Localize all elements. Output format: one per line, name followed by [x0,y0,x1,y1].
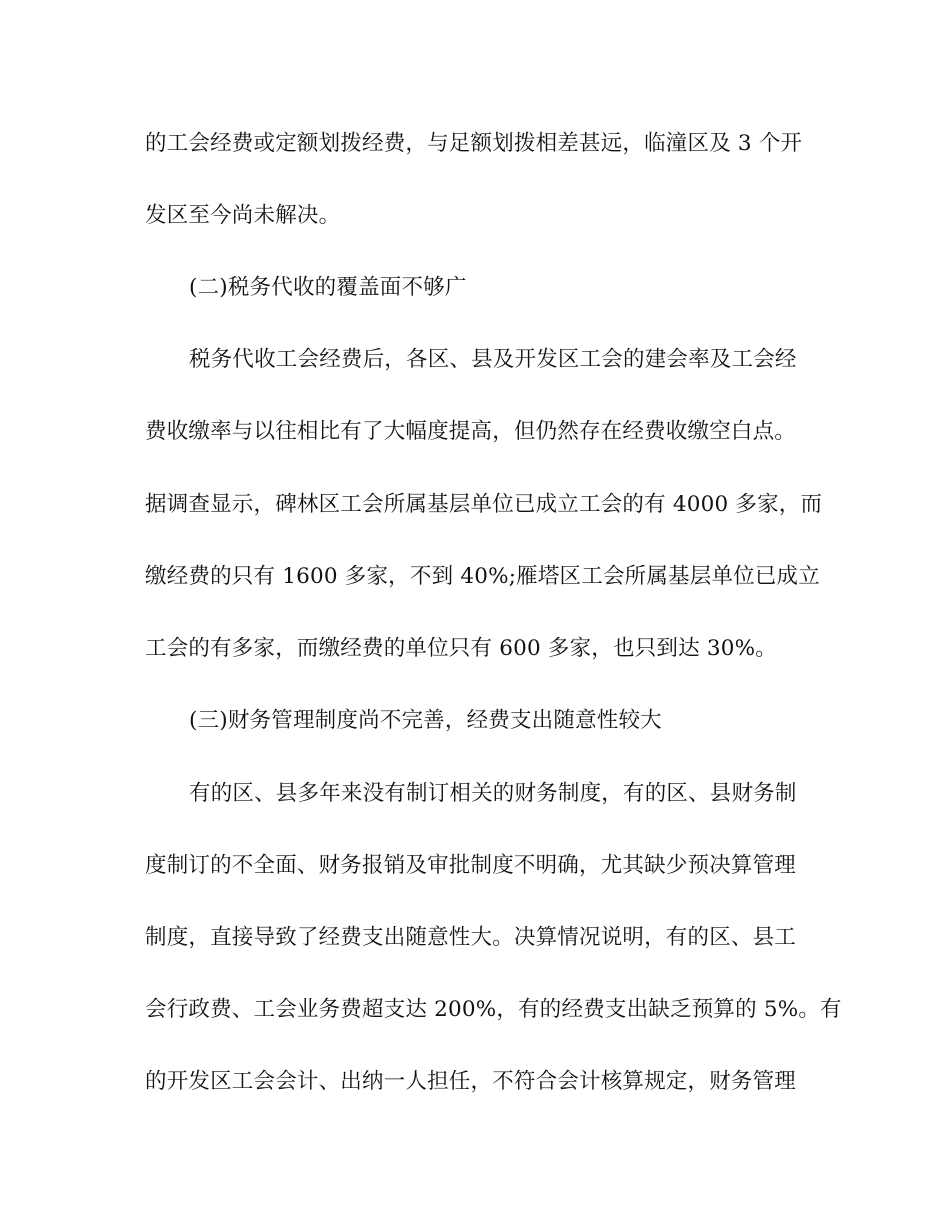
body-text-line: 税务代收工会经费后，各区、县及开发区工会的建会率及工会经 [189,347,797,372]
body-text-line: 会行政费、工会业务费超支达 200%，有的经费支出缺乏预算的 5%。有 [145,997,842,1022]
section-heading-3: (三)财务管理制度尚不完善，经费支出随意性较大 [189,708,662,733]
body-text-line: 的工会经费或定额划拨经费，与足额划拨相差甚远，临潼区及 3 个开 [145,131,803,156]
body-text-line: 据调查显示，碑林区工会所属基层单位已成立工会的有 4000 多家，而 [145,492,823,517]
body-text-line: 有的区、县多年来没有制订相关的财务制度，有的区、县财务制 [189,781,797,806]
section-heading-2: (二)税务代收的覆盖面不够广 [189,275,467,300]
body-text-line: 缴经费的只有 1600 多家，不到 40%;雁塔区工会所属基层单位已成立 [145,564,820,589]
body-text-line: 度制订的不全面、财务报销及审批制度不明确，尤其缺少预决算管理 [145,853,797,878]
body-text-line: 发区至今尚未解决。 [145,203,341,228]
body-text-line: 费收缴率与以往相比有了大幅度提高，但仍然存在经费收缴空白点。 [145,419,797,444]
body-text-line: 制度，直接导致了经费支出随意性大。决算情况说明，有的区、县工 [145,925,797,950]
body-text-line: 的开发区工会会计、出纳一人担任，不符合会计核算规定，财务管理 [145,1069,797,1094]
body-text-line: 工会的有多家，而缴经费的单位只有 600 多家，也只到达 30%。 [145,636,777,661]
